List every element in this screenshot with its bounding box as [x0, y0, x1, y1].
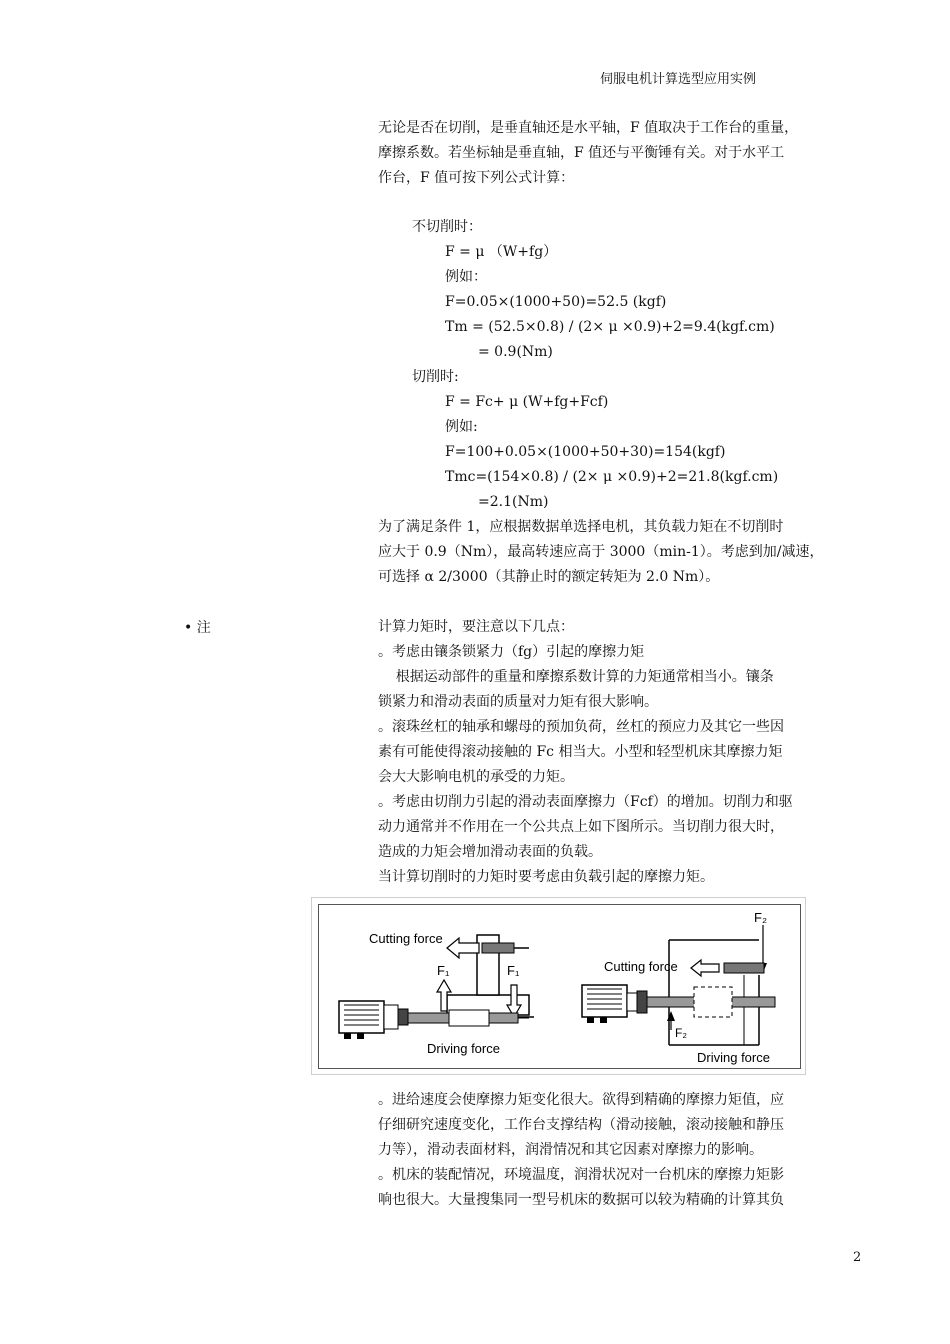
force-diagram-figure: [311, 897, 806, 1075]
conclusion-paragraph: [378, 515, 823, 590]
after-figure-paragraph: [378, 1088, 784, 1213]
force-diagram: [319, 905, 800, 1068]
intro-paragraph: [378, 116, 798, 191]
note-label: • 注: [184, 620, 211, 636]
text-line: 响也很大。大量搜集同一型号机床的数据可以较为精确的计算其负: [378, 1192, 784, 1208]
no-cutting-label: 不切削时：: [412, 219, 482, 235]
formula-line: F=100+0.05×(1000+50+30)=154(kgf): [445, 444, 726, 460]
text-line: 素有可能使得滚动接触的 Fc 相当大。小型和轻型机床其摩擦力矩: [378, 744, 783, 760]
text-line: 为了满足条件 1，应根据数据单选择电机，其负载力矩在不切削时: [378, 519, 784, 535]
formula-line: F=0.05×(1000+50)=52.5 (kgf): [445, 294, 667, 310]
no-cutting-formulas: [445, 240, 775, 340]
f2-bottom-label: F₂: [675, 1026, 687, 1040]
formula-line: 例如：: [445, 269, 487, 285]
text-line: 动力通常并不作用在一个公共点上如下图所示。当切削力很大时，: [378, 819, 784, 835]
text-line: 可选择 α 2/3000（其静止时的额定转矩为 2.0 Nm）。: [378, 569, 720, 585]
text-line: 。考虑由镶条锁紧力（fg）引起的摩擦力矩: [378, 644, 645, 660]
screw-nut: [449, 1010, 489, 1026]
formula-line: F = μ （W+fg）: [445, 244, 558, 260]
coupling: [384, 1005, 398, 1029]
driving-force-label: Driving force: [697, 1050, 770, 1065]
cutting-force-arrow: [691, 960, 719, 976]
cutting-formulas: [445, 390, 778, 490]
f2-top-label: F₂: [754, 910, 767, 925]
cutting-tool: [482, 943, 514, 953]
cutting-force-label: Cutting force: [604, 959, 678, 974]
text-line: 锁紧力和滑动表面的质量对力矩有很大影响。: [378, 694, 658, 710]
cutting-result: =2.1(Nm): [478, 494, 549, 510]
text-line: 。进给速度会使摩擦力矩变化很大。欲得到精确的摩擦力矩值，应: [378, 1092, 784, 1108]
f1-right-label: F₁: [507, 963, 520, 978]
note-paragraph: [378, 615, 793, 890]
formula-line: F = Fc+ μ (W+fg+Fcf): [445, 394, 609, 410]
f1-left-label: F₁: [437, 963, 450, 978]
screw-nut: [694, 987, 732, 1017]
text-line: 。机床的装配情况，环境温度，润滑状况对一台机床的摩擦力矩影: [378, 1167, 784, 1183]
cutting-force-arrow: [447, 938, 479, 958]
left-diagram: [339, 931, 534, 1056]
right-diagram: [582, 910, 775, 1065]
text-line: 力等），滑动表面材料，润滑情况和其它因素对摩擦力的影响。: [378, 1142, 763, 1158]
servo-motor: [582, 985, 627, 1017]
text-line: 。考虑由切削力引起的滑动表面摩擦力（Fcf）的增加。切削力和驱: [378, 794, 793, 810]
text-line: 无论是否在切削，是垂直轴还是水平轴，F 值取决于工作台的重量，: [378, 120, 799, 136]
no-cutting-result: = 0.9(Nm): [478, 344, 553, 360]
text-line: 当计算切削时的力矩时要考虑由负载引起的摩擦力矩。: [378, 869, 714, 885]
text-line: 摩擦系数。若坐标轴是垂直轴，F 值还与平衡锤有关。对于水平工: [378, 145, 785, 161]
cutting-tool: [724, 963, 764, 973]
text-line: 会大大影响电机的承受的力矩。: [378, 769, 574, 785]
cutting-force-label: Cutting force: [369, 931, 443, 946]
cutting-label: 切削时:: [412, 369, 459, 385]
formula-line: Tm = (52.5×0.8) / (2× μ ×0.9)+2=9.4(kgf.cm): [445, 319, 775, 335]
text-line: 根据运动部件的重量和摩擦系数计算的力矩通常相当小。镶条: [378, 669, 774, 685]
servo-motor: [339, 1001, 384, 1033]
text-line: 仔细研究速度变化，工作台支撑结构（滑动接触，滚动接触和静压: [378, 1117, 784, 1133]
text-line: 应大于 0.9（Nm），最高转速应高于 3000（min-1）。考虑到加/减速，: [378, 544, 824, 560]
formula-line: 例如:: [445, 419, 478, 435]
figure-frame: [318, 904, 801, 1069]
text-line: 计算力矩时，要注意以下几点：: [378, 619, 574, 635]
text-line: 作台，F 值可按下列公式计算：: [378, 170, 575, 186]
formula-line: Tmc=(154×0.8) / (2× μ ×0.9)+2=21.8(kgf.cm): [445, 469, 779, 485]
text-line: 。滚珠丝杠的轴承和螺母的预加负荷，丝杠的预应力及其它一些因: [378, 719, 784, 735]
page-number: 2: [853, 1250, 862, 1265]
driving-force-label: Driving force: [427, 1041, 500, 1056]
coupling: [627, 993, 637, 1011]
running-header: 伺服电机计算选型应用实例: [600, 72, 757, 87]
text-line: 造成的力矩会增加滑动表面的负载。: [378, 844, 602, 860]
